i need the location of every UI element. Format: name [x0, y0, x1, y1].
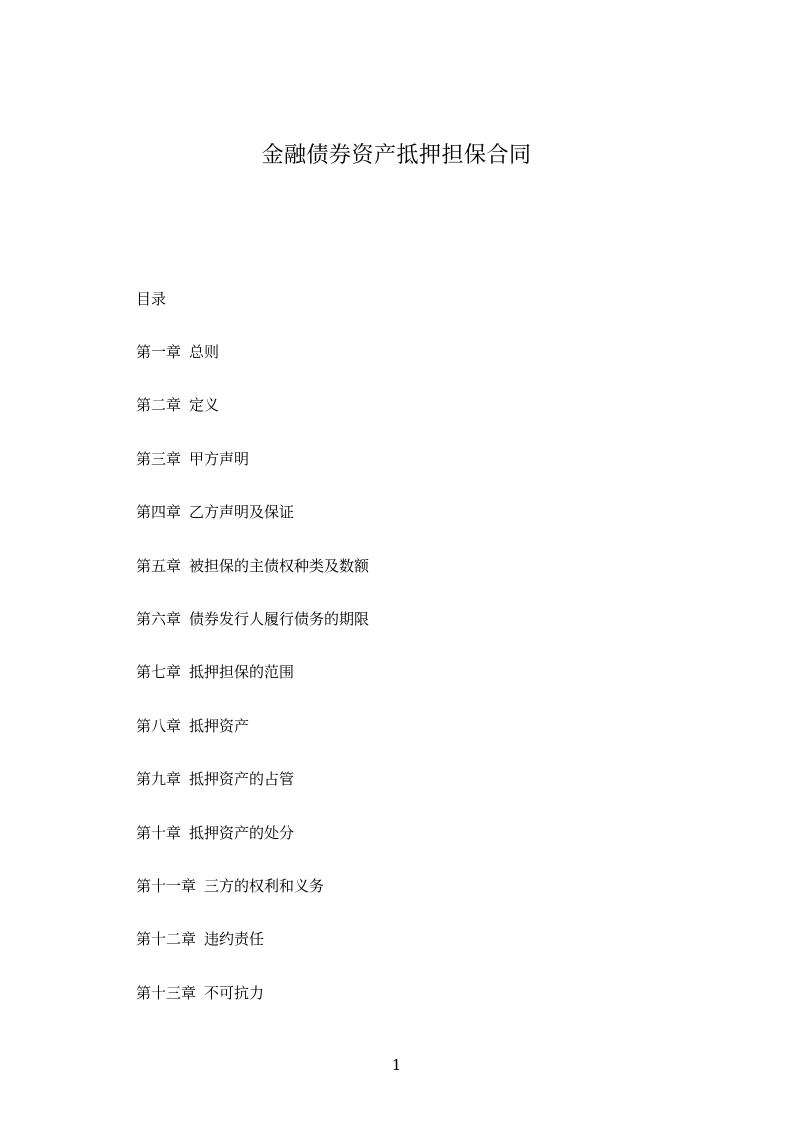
toc-item-number: 第十二章	[136, 930, 197, 949]
toc-item-number: 第十三章	[136, 983, 197, 1002]
toc-item-title: 乙方声明及保证	[189, 503, 295, 522]
toc-item	[136, 555, 369, 608]
toc-item-title: 被担保的主债权种类及数额	[189, 556, 370, 575]
toc-item	[136, 448, 369, 501]
toc-item-title: 不可抗力	[204, 983, 265, 1002]
toc-item	[136, 982, 369, 1035]
toc-item	[136, 608, 369, 661]
toc-item	[136, 928, 369, 981]
toc-item-title: 抵押资产的占管	[189, 770, 295, 789]
toc-item-number: 第一章	[136, 343, 182, 361]
toc-item-title: 甲方声明	[189, 449, 250, 468]
toc-item-number: 第九章	[136, 770, 182, 789]
toc-item	[136, 501, 369, 554]
toc-heading: 目录	[136, 290, 167, 308]
toc-item-title: 定义	[189, 396, 220, 415]
toc-item	[136, 822, 369, 875]
toc-item	[136, 875, 369, 928]
toc-item	[136, 394, 369, 447]
toc-item-number: 第六章	[136, 609, 182, 628]
toc-item-number: 第四章	[136, 503, 182, 522]
toc-item-number: 第三章	[136, 449, 182, 468]
page-number: 1	[391, 1056, 402, 1074]
toc-item-title: 总则	[189, 343, 220, 361]
toc-list	[136, 341, 369, 1035]
toc-item-number: 第十一章	[136, 876, 197, 895]
toc-item	[136, 341, 369, 394]
toc-item-title: 抵押担保的范围	[189, 663, 295, 682]
toc-item-title: 抵押资产	[189, 716, 250, 735]
toc-item-title: 债券发行人履行债务的期限	[189, 609, 370, 628]
toc-item-title: 三方的权利和义务	[204, 876, 325, 895]
toc-item	[136, 715, 369, 768]
toc-item-number: 第二章	[136, 396, 182, 415]
toc-item-number: 第五章	[136, 556, 182, 575]
toc-item-title: 违约责任	[204, 930, 265, 949]
toc-item	[136, 661, 369, 714]
toc-item-number: 第八章	[136, 716, 182, 735]
toc-item-title: 抵押资产的处分	[189, 823, 295, 842]
document-title: 金融债券资产抵押担保合同	[261, 143, 532, 168]
toc-item	[136, 768, 369, 821]
toc-item-number: 第七章	[136, 663, 182, 682]
toc-item-number: 第十章	[136, 823, 182, 842]
